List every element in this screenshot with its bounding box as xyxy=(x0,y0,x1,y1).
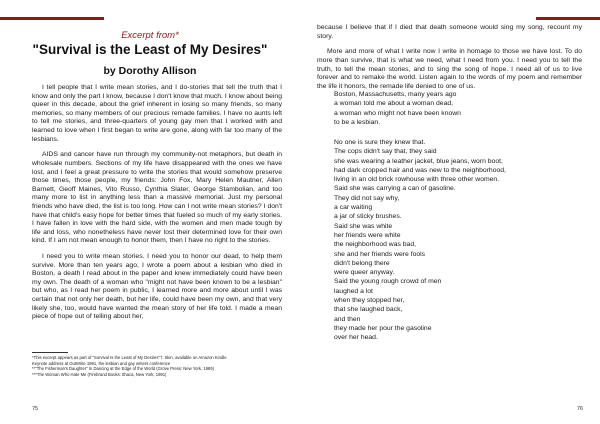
poem-line: The cops didn't say that, they said xyxy=(334,148,437,156)
excerpt-label: Excerpt from* xyxy=(121,30,179,41)
poem-line: she was wearing a leather jacket, blue jeans, worn boot, xyxy=(334,157,503,165)
poem-line: to be a lesbian. xyxy=(334,118,381,126)
poem-line: a woman who might not have been known xyxy=(334,109,461,117)
poem-line: her friends were white xyxy=(334,231,401,239)
poem-line: she and her friends were fools xyxy=(334,250,426,258)
poem-line: were queer anyway. xyxy=(334,269,395,277)
footnote: *This excerpt appears as part of "Survival Is the Least of My Desires"†. Skin, available on Amazon Kindle xyxy=(32,355,227,360)
page-number-right: 76 xyxy=(576,406,583,412)
essay-title: "Survival is the Least of My Desires" xyxy=(32,42,268,57)
left-body-text xyxy=(32,84,282,329)
footnote-divider xyxy=(32,352,68,353)
poem-line: and then xyxy=(334,315,361,323)
paragraph: More and more of what I write now I write in homage to those we have lost. To do more than survive, that is what we need, what I need from you. I need you to tell the truth, to tell the mean stories, and to sing the song of hope. I need all of us to live forever and to remake the world. Listen again to the words of my poem and remember the life it honors, the remade life denied to one of us. xyxy=(317,48,582,90)
poem-line: They did not say why, xyxy=(334,194,400,202)
right-page xyxy=(300,0,600,424)
paragraph: I need you to write mean stories. I need you to honor our dead, to help them survive. More than ten years ago, I wrote a poem about a lesbian who died in Boston, a death I read about in the paper and knew immediately could have been my own. The death of a woman who "might not have been known to be a lesbian" but who, as I read her poem in public, I learned more and more about until I was certain that not only her death, but her life, could have been my own, and that very likely she, too, would have wanted the mean story of her life told. I made a mean piece of hope out of telling about her, xyxy=(32,253,282,321)
poem-line: No one is sure they knew that. xyxy=(334,139,426,146)
poem-stanza-1 xyxy=(334,90,574,127)
poem-line: had dark cropped hair and was new to the neighborhood, xyxy=(334,166,506,174)
footnotes xyxy=(32,355,287,377)
poem-line: Boston, Massachusetts, many years ago xyxy=(334,91,457,98)
poem-line: didn't belong there xyxy=(334,259,390,267)
paragraph: AIDS and cancer have run through my community-not metaphors, but death in wholesale numbers. Sections of my life have disappeared with the ones we have lost, and I feel a great pressure to write the stories that would somehow preserve those times, those people, my friends: John Fox, Mary Helen Mautner, Allen Barnett, Geoff Maines, Vito Russo, Cynthia Slater, George Stambolian, and too many more to list in anything less than a massive memorial. Just my personal friends who have died, the list is too long. How can I not write mean stories? I don't have that child's easy hope for better times that fueled so much of my early stories. I have fallen in love with the hard side, with the women and men made tough by life and loss, who nonetheless have never lost their determined love for their own kind. If I am not mean enough to honor them, then I have no right to the stories. xyxy=(32,151,282,245)
accent-rule-left xyxy=(0,17,104,20)
poem-stanza-2 xyxy=(334,138,574,343)
paragraph: I tell people that I write mean stories, and I do-stories that tell the truth that I know and only the part I know, because I don't know that much. I know about being queer in this decade, about the grief inherent in losing so many friends, so many memories, so many members of our precious remade families. I have no aunts left to tell me stories, and three-quarters of young gay men that I worked with and learned to love when I first began to write are gone, along with far too many of the lesbians. xyxy=(32,84,282,143)
page-number-left: 75 xyxy=(32,406,39,412)
accent-rule-right xyxy=(536,17,600,20)
footnote: Keynote address at OutWrite 1991, the lesbian and gay writers conference xyxy=(32,360,171,366)
poem-line: Said the young rough crowd of men xyxy=(334,278,442,286)
paragraph: because I believe that if I died that death someone would sing my song, recount my story. xyxy=(317,24,582,40)
poem-line: Said she was carrying a can of gasoline. xyxy=(334,185,456,193)
footnote: **"The Fisherman's Daughter" In Dancing at the Edge of the World (Grove Press: New York, 1989) xyxy=(32,366,214,372)
poem-line: when they stopped her, xyxy=(334,297,405,305)
poem-line: a jar of sticky brushes. xyxy=(334,213,402,221)
poem-line: the neighborhood was bad, xyxy=(334,241,417,249)
footnote: ***The Woman Who Hate Me (Firebrand Books: Ithaca, New York, 1991) xyxy=(32,371,167,377)
poem-line: laughed a lot xyxy=(334,287,373,295)
poem-line: they made her pour the gasoline xyxy=(334,324,432,332)
poem-line: over her head. xyxy=(334,334,378,342)
poem-line: that she laughed back, xyxy=(334,306,403,314)
poem-line: a woman told me about a woman dead, xyxy=(334,100,454,108)
author-byline: by Dorothy Allison xyxy=(103,65,197,77)
poem-line: Said she was white xyxy=(334,222,393,230)
poem-line: living in an old brick rowhouse with three other women. xyxy=(334,176,500,184)
poem-line: a car waiting xyxy=(334,204,373,212)
right-body-text xyxy=(317,24,582,99)
